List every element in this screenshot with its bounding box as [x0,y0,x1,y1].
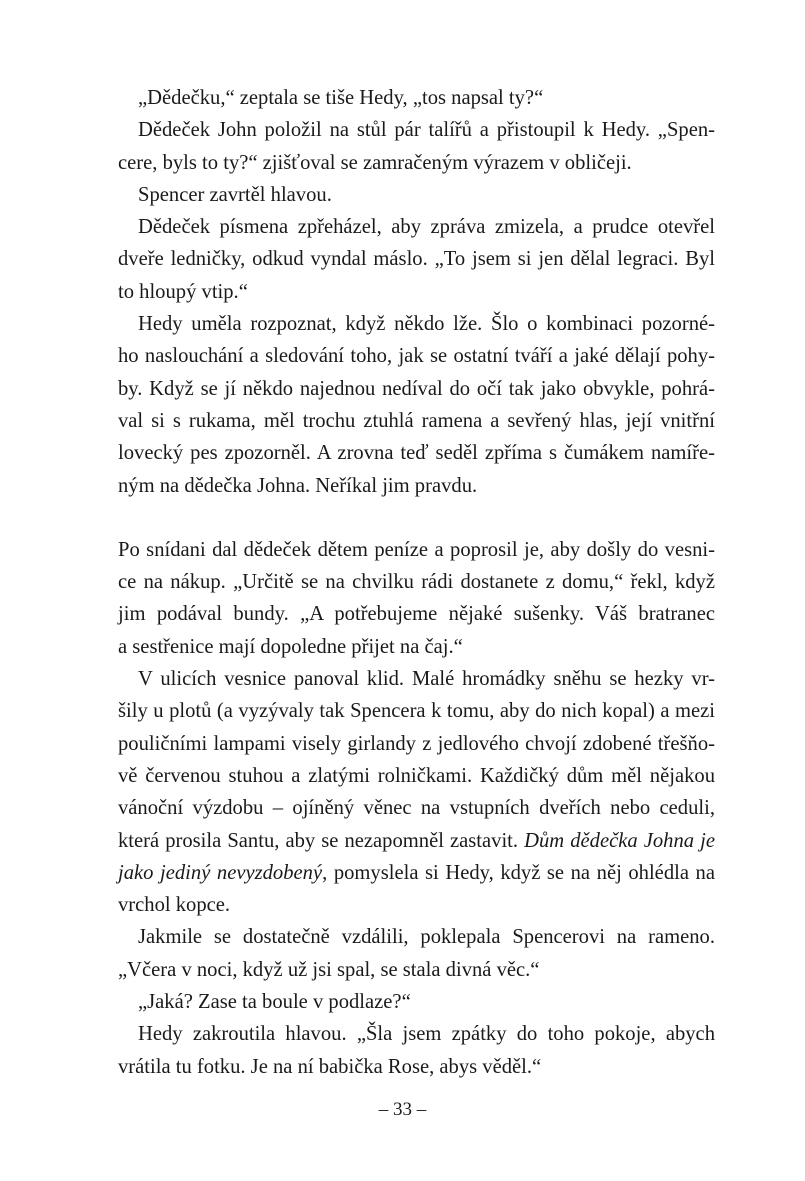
text-run: která prosila Santu, aby se nezapomněl zastavit. [118,829,525,852]
paragraph-4 [118,211,715,308]
text-line: jim podával bundy. „A potřebujeme nějaké sušenky. Váš bratranec [118,603,715,626]
paragraph-7 [118,663,715,921]
paragraph-6 [118,534,715,663]
text-line: vě červenou stuhou a zlatými rolničkami. Každičký dům měl nějakou [118,764,715,787]
paragraph-8 [118,921,715,986]
text-line: ným na dědečka Johna. Neříkal jim pravdu. [118,474,478,497]
text-line [118,825,715,857]
text-line: vrátila tu fotku. Je na ní babička Rose, abys věděl.“ [118,1055,542,1078]
text-line [118,857,715,889]
text-line: Po snídani dal dědeček dětem peníze a poprosil je, aby došly do vesni- [118,538,715,561]
italic-text: Dům dědečka Johna je [524,829,715,852]
page-number: – 33 – [378,1099,427,1120]
text-line: cere, byls to ty?“ zjišťoval se zamračeným výrazem v obličeji. [118,151,632,174]
text-line: a sestřenice mají dopoledne přijet na čaj.“ [118,635,463,658]
text-line: by. Když se jí někdo najednou nedíval do očí tak jako obvykle, pohrá- [118,377,715,400]
text-line: val si s rukama, měl trochu ztuhlá ramena a sevřený hlas, její vnitřní [118,409,715,432]
text-line: Jakmile se dostatečně vzdálili, poklepala Spencerovi na rameno. [138,926,715,949]
text-line: lovecký pes zpozorněl. A zrovna teď seděl zpříma s čumákem namíře- [118,442,715,465]
paragraph-10 [118,1018,715,1083]
paragraph-9 [118,986,715,1018]
text-line: ce na nákup. „Určitě se na chvilku rádi dostanete z domu,“ řekl, když [118,571,715,594]
text-line: V ulicích vesnice panoval klid. Malé hromádky sněhu se hezky vr- [138,668,715,691]
text-line: vánoční výzdobu – ojíněný věnec na vstupních dveřích nebo ceduli, [118,797,715,820]
text-line: Spencer zavrtěl hlavou. [138,183,332,206]
text-line: „Jaká? Zase ta boule v podlaze?“ [138,991,411,1014]
paragraph-3 [118,179,715,211]
paragraph-1 [118,82,715,114]
page-body [118,82,715,1083]
paragraph-5 [118,308,715,502]
text-line: Dědeček John položil na stůl pár talířů a přistoupil k Hedy. „Spen- [138,119,715,142]
text-line: Dědeček písmena zpřeházel, aby zpráva zmizela, a prudce otevřel [138,216,715,239]
text-line: vrchol kopce. [118,894,231,917]
italic-text: jako jediný nevyzdobený [118,861,323,884]
paragraph-2 [118,114,715,179]
text-line: pouličními lampami visely girlandy z jedlového chvojí zdobené třešňo- [118,732,715,755]
text-run: , pomyslela si Hedy, když se na něj ohlédla na [322,861,715,884]
text-line: „Včera v noci, když už jsi spal, se stala divná věc.“ [118,958,540,981]
text-line: dveře ledničky, odkud vyndal máslo. „To jsem si jen dělal legraci. Byl [118,248,715,271]
text-line: ho naslouchání a sledování toho, jak se ostatní tváří a jaké dělají pohy- [118,345,715,368]
text-line: Hedy uměla rozpoznat, když někdo lže. Šlo o kombinaci pozorné- [138,313,715,336]
text-line: „Dědečku,“ zeptala se tiše Hedy, „tos napsal ty?“ [138,87,544,109]
text-line: šily u plotů (a vyzývaly tak Spencera k tomu, aby do nich kopal) a mezi [118,700,715,723]
text-line: to hloupý vtip.“ [118,280,248,303]
text-line: Hedy zakroutila hlavou. „Šla jsem zpátky do toho pokoje, abych [138,1023,715,1046]
